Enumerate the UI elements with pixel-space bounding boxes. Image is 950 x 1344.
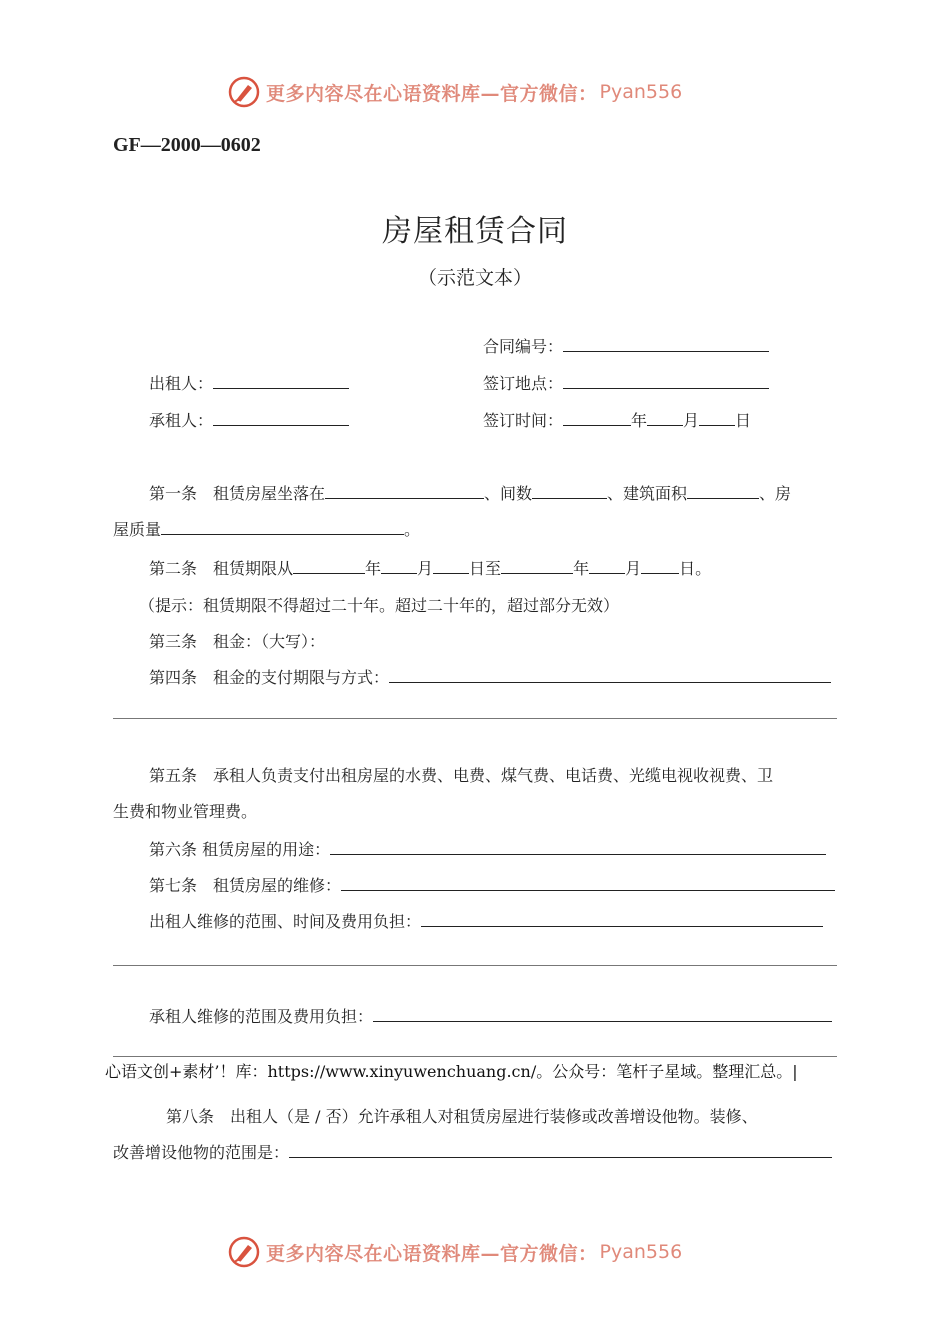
location-blank[interactable] <box>325 483 484 499</box>
article-7 <box>149 873 835 896</box>
sign-day-blank[interactable] <box>699 410 735 426</box>
end-label: 日。 <box>679 559 712 578</box>
lessor-repair-extra-line[interactable] <box>113 965 837 966</box>
article-5-line-2: 生费和物业管理费。 <box>113 802 258 821</box>
lessee-repair-extra-line[interactable] <box>113 1056 837 1057</box>
month-label: 月 <box>683 411 700 430</box>
sign-time-field <box>483 408 751 431</box>
article-5-line-1: 第五条 承租人负责支付出租房屋的水费、电费、煤气费、电话费、光缆电视收视费、卫 <box>149 766 774 785</box>
end-month-label: 月 <box>625 559 642 578</box>
sign-place-field <box>483 371 769 394</box>
to-label: 日至 <box>469 559 502 578</box>
promo-line: 心语文创+素材’！库：https://www.xinyuwenchuang.cn/。公众号：笔杆子星域。整理汇总。| <box>105 1062 798 1081</box>
lessee-repair <box>149 1004 832 1027</box>
sign-year-blank[interactable] <box>563 410 631 426</box>
lease-hint: （提示：租赁期限不得超过二十年。超过二十年的，超过部分无效） <box>139 596 620 615</box>
article-7-label: 第七条 租赁房屋的维修： <box>149 876 342 895</box>
article-6 <box>149 837 826 860</box>
article-8-label: 改善增设他物的范围是： <box>113 1143 290 1162</box>
end-year-blank[interactable] <box>501 558 573 574</box>
area-blank[interactable] <box>687 483 759 499</box>
usage-blank[interactable] <box>330 839 826 855</box>
watermark-wechat: Pyan556 <box>599 1241 683 1263</box>
document-code: GF—2000—0602 <box>113 134 261 156</box>
article-2-label: 第二条 租赁期限从 <box>149 559 294 578</box>
lessor-repair-blank[interactable] <box>421 911 823 927</box>
article-2 <box>149 556 711 579</box>
article-3: 第三条 租金：（大写）： <box>149 632 326 651</box>
document-subtitle: （示范文本） <box>417 267 532 289</box>
watermark-text: 更多内容尽在心语资料库—官方微信： <box>266 82 598 105</box>
article-1-line-2 <box>113 517 420 540</box>
article-1-line-1 <box>149 481 791 504</box>
start-day-blank[interactable] <box>433 558 469 574</box>
lessor-label: 出租人： <box>149 374 214 393</box>
lessee-field <box>149 408 349 431</box>
period-mark: 。 <box>404 520 421 539</box>
sign-place-label: 签订地点： <box>483 374 564 393</box>
watermark-wechat: Pyan556 <box>599 81 683 103</box>
start-month-label: 月 <box>417 559 434 578</box>
sign-month-blank[interactable] <box>647 410 683 426</box>
pen-logo-icon <box>228 76 260 108</box>
lessee-label: 承租人： <box>149 411 214 430</box>
quality-blank[interactable] <box>161 519 404 535</box>
end-day-blank[interactable] <box>641 558 679 574</box>
document-title: 房屋租赁合同 <box>382 214 568 249</box>
watermark-bottom <box>228 1234 682 1270</box>
area-label: 、建筑面积 <box>607 484 688 503</box>
article-4 <box>149 665 831 688</box>
sign-time-label: 签订时间： <box>483 411 564 430</box>
quality-label: 屋质量 <box>113 520 162 539</box>
contract-number-blank[interactable] <box>563 336 769 352</box>
maintenance-blank[interactable] <box>341 875 835 891</box>
article-1-location-label: 第一条 租赁房屋坐落在 <box>149 484 326 503</box>
article-8-line-2 <box>113 1140 832 1163</box>
watermark-top <box>228 74 682 110</box>
lessor-field <box>149 371 349 394</box>
lessee-repair-label: 承租人维修的范围及费用负担： <box>149 1007 374 1026</box>
lessor-repair <box>149 909 823 932</box>
article-1-trailing: 、房 <box>759 484 792 503</box>
renovation-scope-blank[interactable] <box>289 1142 832 1158</box>
rooms-blank[interactable] <box>532 483 607 499</box>
end-year-label: 年 <box>573 559 590 578</box>
lessor-blank[interactable] <box>213 373 349 389</box>
start-year-blank[interactable] <box>293 558 365 574</box>
pen-logo-icon <box>228 1236 260 1268</box>
watermark-text: 更多内容尽在心语资料库—官方微信： <box>266 1242 598 1265</box>
payment-blank[interactable] <box>389 667 831 683</box>
rooms-label: 、间数 <box>484 484 533 503</box>
contract-number-field <box>483 334 769 357</box>
article-6-label: 第六条 租赁房屋的用途： <box>149 840 331 859</box>
lessor-repair-label: 出租人维修的范围、时间及费用负担： <box>149 912 422 931</box>
lessee-repair-blank[interactable] <box>373 1006 832 1022</box>
start-year-label: 年 <box>365 559 382 578</box>
contract-number-label: 合同编号： <box>483 337 564 356</box>
article-4-label: 第四条 租金的支付期限与方式： <box>149 668 390 687</box>
article-8-line-1: 第八条 出租人（是 / 否）允许承租人对租赁房屋进行装修或改善增设他物。装修、 <box>166 1107 758 1126</box>
start-month-blank[interactable] <box>381 558 417 574</box>
year-label: 年 <box>631 411 648 430</box>
sign-place-blank[interactable] <box>563 373 769 389</box>
end-month-blank[interactable] <box>589 558 625 574</box>
payment-extra-line[interactable] <box>113 718 837 719</box>
day-label: 日 <box>735 411 752 430</box>
lessee-blank[interactable] <box>213 410 349 426</box>
